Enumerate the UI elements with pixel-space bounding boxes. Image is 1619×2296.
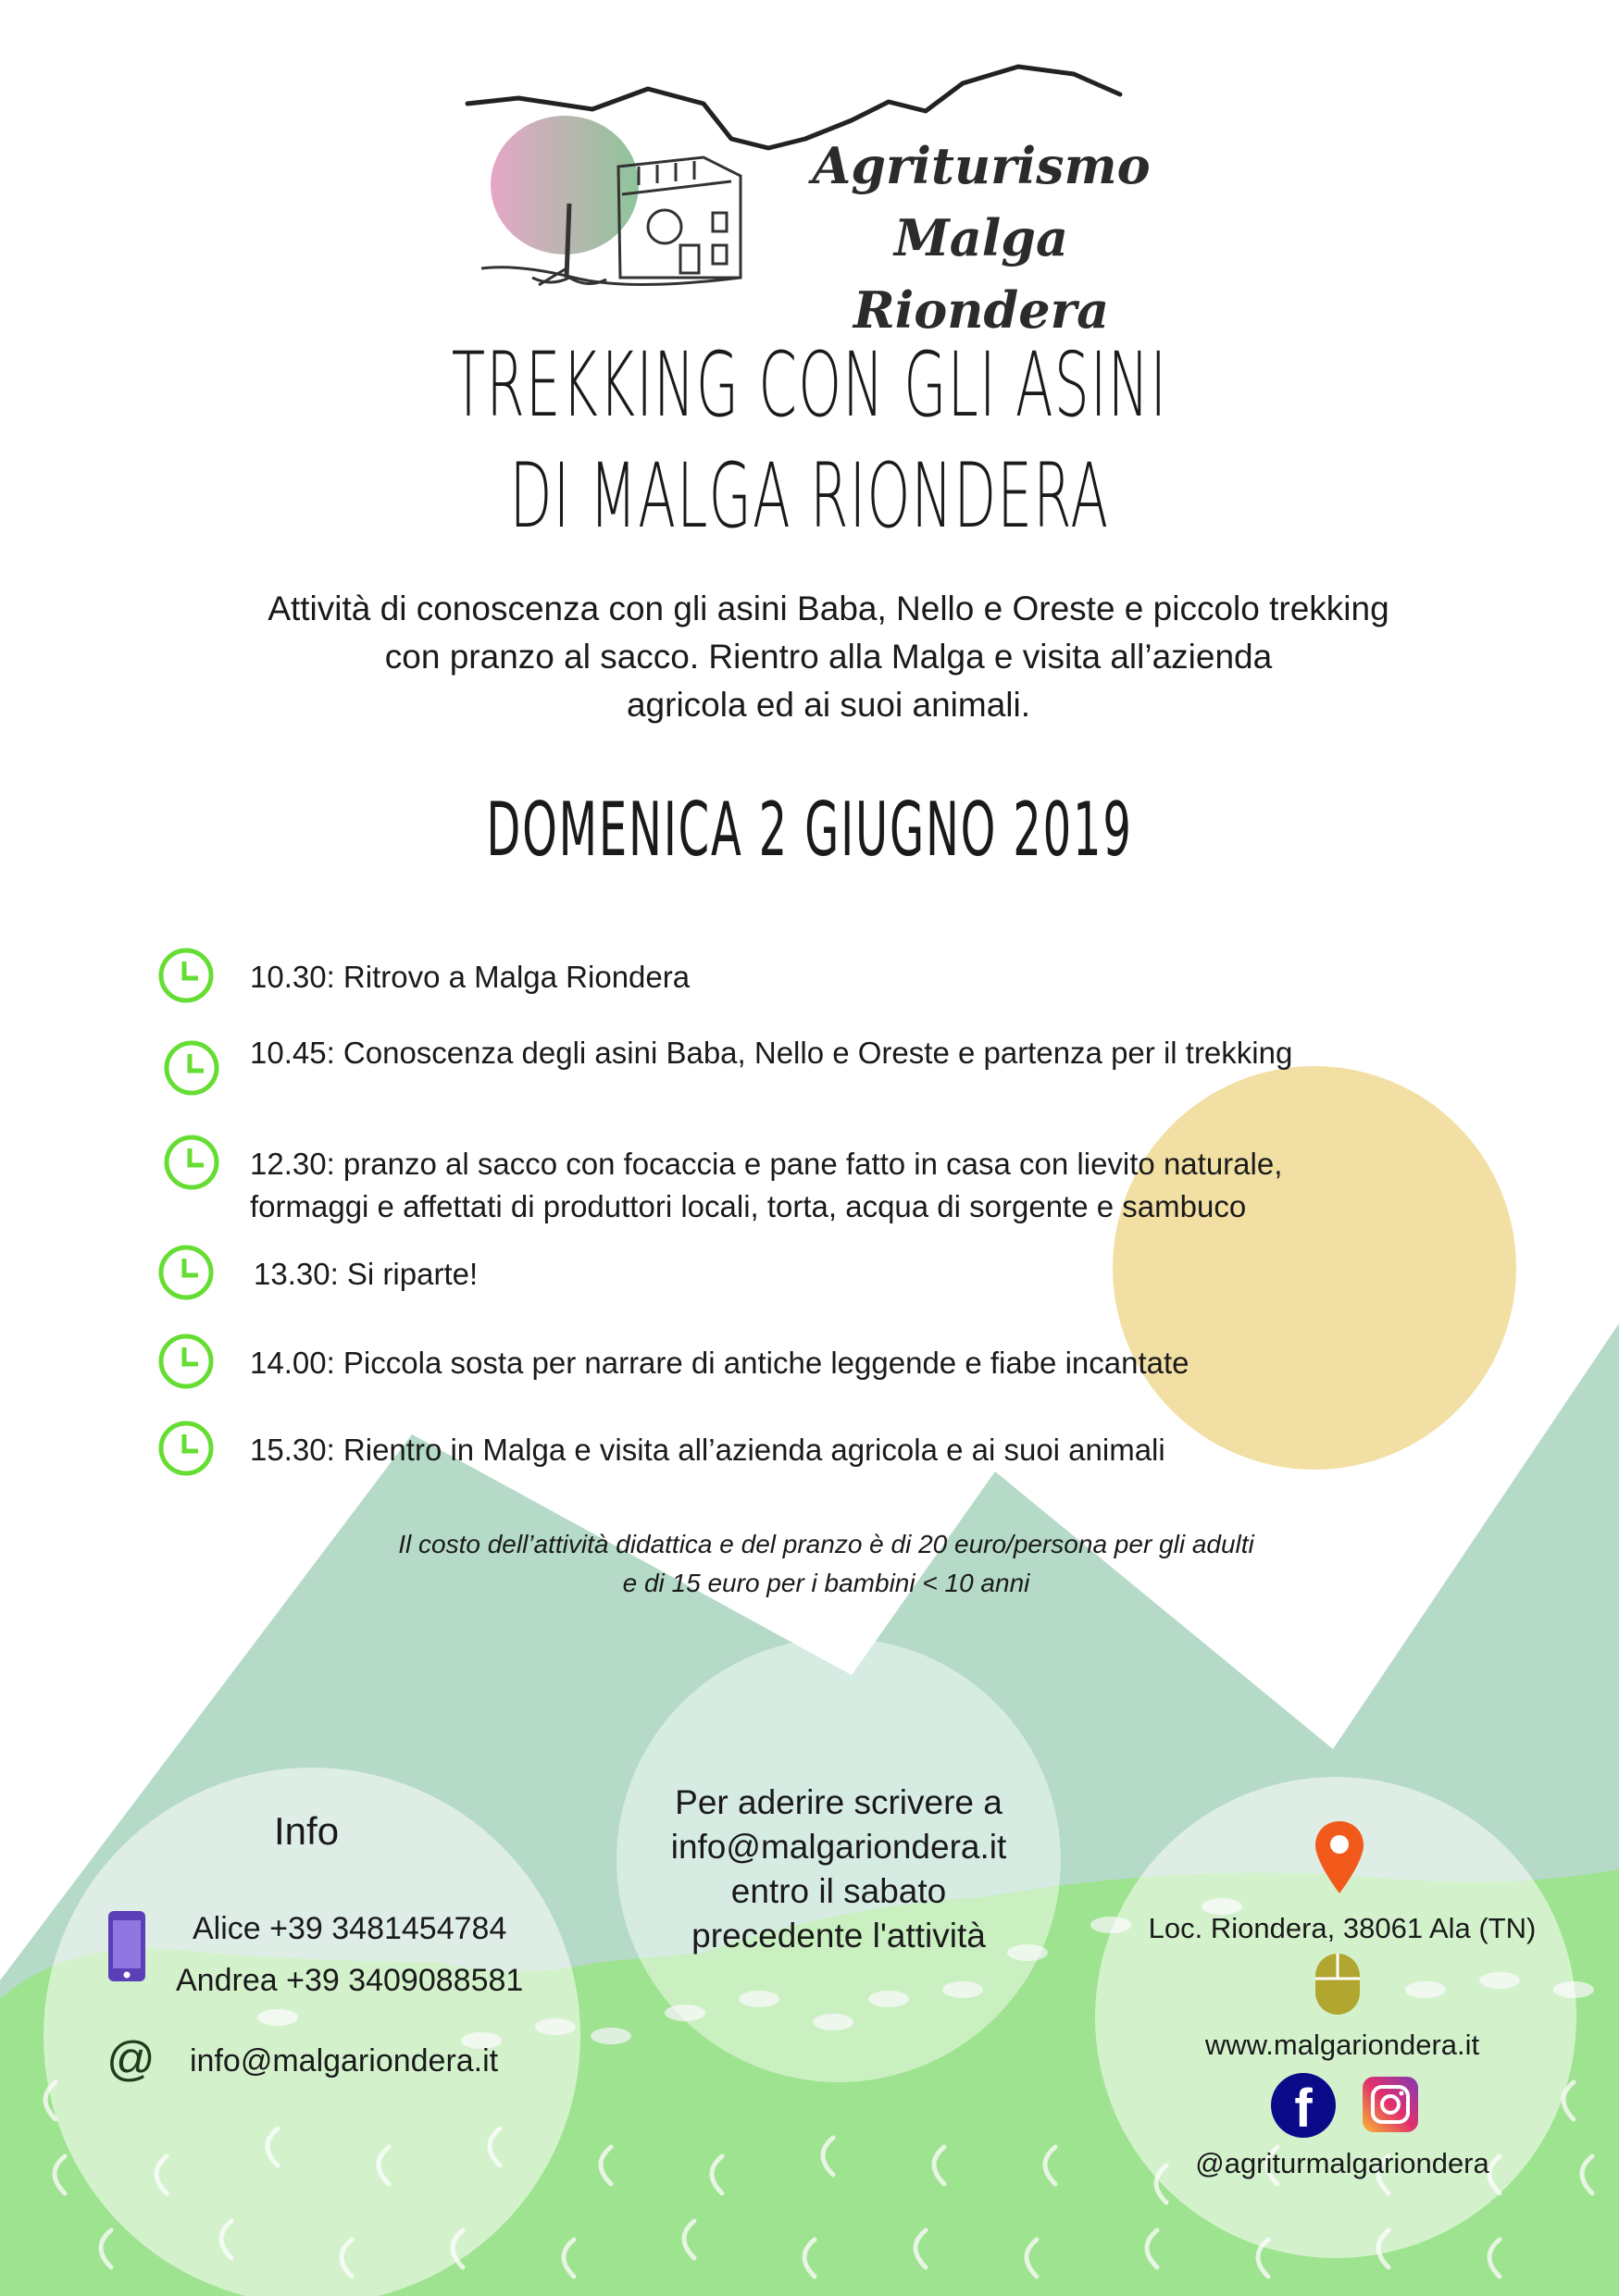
- smartphone-icon: [106, 1909, 147, 1983]
- cost-line-2: e di 15 euro per i bambini < 10 anni: [622, 1569, 1030, 1597]
- info-email[interactable]: info@malgariondera.it: [190, 2043, 499, 2079]
- at-icon: @: [106, 2032, 156, 2086]
- clock-icon: [157, 947, 215, 1004]
- schedule-text-continued: formaggi e affettati di produttori locali, torta, acqua di sorgente e sambuco: [250, 1189, 1247, 1223]
- phone-andrea[interactable]: Andrea +39 3409088581: [176, 1963, 524, 1998]
- description-line-3: agricola ed ai suoi animali.: [626, 686, 1030, 724]
- schedule-text: 10.30: Ritrovo a Malga Riondera: [250, 960, 691, 994]
- schedule-text: 14.00: Piccola sosta per narrare di antiche leggende e fiabe incantate: [250, 1346, 1189, 1380]
- page-title-line-1: TREKKING CON GLI ASINI: [451, 333, 1168, 437]
- schedule-text: 13.30: Si riparte!: [254, 1257, 479, 1291]
- website-link[interactable]: www.malgariondera.it: [1204, 2029, 1480, 2061]
- signup-instructions: [616, 1781, 1061, 1958]
- signup-line-3: entro il sabato: [730, 1872, 947, 1910]
- signup-line-1: Per aderire scrivere a: [675, 1783, 1003, 1821]
- cost-line-1: Il costo dell’attività didattica e del pranzo è di 20 euro/persona per gli adulti: [398, 1530, 1254, 1558]
- schedule-text: 12.30: pranzo al sacco con focaccia e pane fatto in casa con lievito naturale,: [250, 1147, 1283, 1181]
- brand-name: [787, 130, 1176, 346]
- cost-note: [0, 1525, 1619, 1603]
- event-date: DOMENICA 2 GIUGNO 2019: [486, 787, 1133, 873]
- clock-icon: [163, 1134, 220, 1191]
- clock-icon: [163, 1039, 220, 1097]
- signup-line-4: precedente l'attività: [691, 1917, 986, 1955]
- phone-alice[interactable]: Alice +39 3481454784: [193, 1911, 507, 1946]
- clock-icon: [157, 1333, 215, 1390]
- schedule-text: 15.30: Rientro in Malga e visita all’azienda agricola e ai suoi animali: [250, 1433, 1165, 1467]
- location-pin-icon: [1313, 1819, 1366, 1895]
- instagram-icon[interactable]: [1361, 2075, 1420, 2134]
- mouse-icon: [1313, 1951, 1363, 2017]
- event-description: [139, 585, 1518, 729]
- brand-line-1: Agriturismo: [812, 136, 1151, 195]
- facebook-icon[interactable]: f: [1271, 2073, 1336, 2138]
- schedule-text: 10.45: Conoscenza degli asini Baba, Nello e Oreste e partenza per il trekking: [250, 1036, 1293, 1070]
- description-line-1: Attività di conoscenza con gli asini Baba, Nello e Oreste e piccolo trekking: [268, 590, 1389, 627]
- address: Loc. Riondera, 38061 Ala (TN): [1148, 1912, 1537, 1944]
- page-title-line-2: DI MALGA RIONDERA: [509, 444, 1110, 548]
- brand-line-2: Malga Riondera: [853, 208, 1110, 340]
- sun-shape: [1113, 1066, 1516, 1470]
- signup-email[interactable]: info@malgariondera.it: [670, 1828, 1007, 1866]
- clock-icon: [157, 1244, 215, 1301]
- description-line-2: con pranzo al sacco. Rientro alla Malga e visita all’azienda: [384, 638, 1273, 676]
- social-handle[interactable]: @agriturmalgariondera: [1195, 2147, 1489, 2179]
- info-title: Info: [274, 1809, 340, 1853]
- clock-icon: [157, 1420, 215, 1477]
